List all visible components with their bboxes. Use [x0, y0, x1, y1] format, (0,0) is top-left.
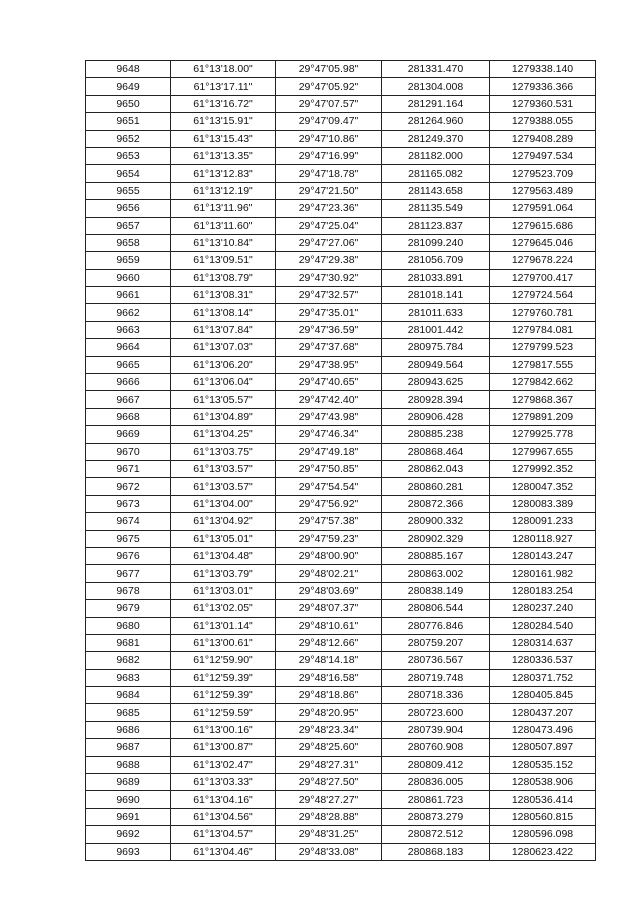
longitude-cell: 29°47'38.95" — [276, 356, 382, 373]
table-row — [86, 95, 596, 112]
longitude-cell: 29°48'14.18" — [276, 652, 382, 669]
easting-cell: 280873.279 — [382, 808, 490, 825]
northing-cell: 1280284.540 — [490, 617, 596, 634]
table-row — [86, 739, 596, 756]
longitude-cell: 29°48'07.37" — [276, 600, 382, 617]
easting-cell: 280975.784 — [382, 339, 490, 356]
easting-cell: 280902.329 — [382, 530, 490, 547]
table-row — [86, 478, 596, 495]
easting-cell: 281331.470 — [382, 61, 490, 78]
easting-cell: 280885.167 — [382, 547, 490, 564]
longitude-cell: 29°48'27.50" — [276, 774, 382, 791]
easting-cell: 280718.336 — [382, 687, 490, 704]
table-row — [86, 652, 596, 669]
point-id-cell: 9658 — [86, 234, 171, 251]
northing-cell: 1280623.422 — [490, 843, 596, 860]
northing-cell: 1280507.897 — [490, 739, 596, 756]
point-id-cell: 9652 — [86, 130, 171, 147]
point-id-cell: 9674 — [86, 513, 171, 530]
northing-cell: 1280237.240 — [490, 600, 596, 617]
latitude-cell: 61°13'08.14" — [171, 304, 276, 321]
easting-cell: 280862.043 — [382, 460, 490, 477]
longitude-cell: 29°48'33.08" — [276, 843, 382, 860]
latitude-cell: 61°13'10.84" — [171, 234, 276, 251]
latitude-cell: 61°13'00.61" — [171, 634, 276, 651]
northing-cell: 1279817.555 — [490, 356, 596, 373]
northing-cell: 1280083.389 — [490, 495, 596, 512]
table-row — [86, 582, 596, 599]
point-id-cell: 9693 — [86, 843, 171, 860]
northing-cell: 1279338.140 — [490, 61, 596, 78]
table-row — [86, 200, 596, 217]
point-id-cell: 9659 — [86, 252, 171, 269]
table-row — [86, 391, 596, 408]
point-id-cell: 9669 — [86, 426, 171, 443]
northing-cell: 1280143.247 — [490, 547, 596, 564]
point-id-cell: 9666 — [86, 374, 171, 391]
northing-cell: 1280596.098 — [490, 826, 596, 843]
point-id-cell: 9673 — [86, 495, 171, 512]
easting-cell: 280776.846 — [382, 617, 490, 634]
easting-cell: 280885.238 — [382, 426, 490, 443]
latitude-cell: 61°12'59.39" — [171, 687, 276, 704]
northing-cell: 1279868.367 — [490, 391, 596, 408]
table-row — [86, 339, 596, 356]
table-row — [86, 217, 596, 234]
latitude-cell: 61°13'08.31" — [171, 287, 276, 304]
longitude-cell: 29°47'16.99" — [276, 147, 382, 164]
easting-cell: 281001.442 — [382, 321, 490, 338]
longitude-cell: 29°48'27.31" — [276, 756, 382, 773]
easting-cell: 280868.183 — [382, 843, 490, 860]
longitude-cell: 29°47'50.85" — [276, 460, 382, 477]
table-row — [86, 808, 596, 825]
easting-cell: 280736.567 — [382, 652, 490, 669]
easting-cell: 280861.723 — [382, 791, 490, 808]
latitude-cell: 61°13'17.11" — [171, 78, 276, 95]
longitude-cell: 29°47'42.40" — [276, 391, 382, 408]
point-id-cell: 9686 — [86, 721, 171, 738]
table-row — [86, 130, 596, 147]
easting-cell: 281135.549 — [382, 200, 490, 217]
longitude-cell: 29°48'02.21" — [276, 565, 382, 582]
northing-cell: 1280535.152 — [490, 756, 596, 773]
easting-cell: 280739.904 — [382, 721, 490, 738]
table-row — [86, 617, 596, 634]
longitude-cell: 29°47'32.57" — [276, 287, 382, 304]
coordinates-table — [85, 60, 596, 861]
point-id-cell: 9685 — [86, 704, 171, 721]
point-id-cell: 9675 — [86, 530, 171, 547]
latitude-cell: 61°13'11.96" — [171, 200, 276, 217]
latitude-cell: 61°13'11.60" — [171, 217, 276, 234]
point-id-cell: 9649 — [86, 78, 171, 95]
table-row — [86, 513, 596, 530]
easting-cell: 281165.082 — [382, 165, 490, 182]
longitude-cell: 29°47'10.86" — [276, 130, 382, 147]
longitude-cell: 29°47'43.98" — [276, 408, 382, 425]
point-id-cell: 9676 — [86, 547, 171, 564]
northing-cell: 1280405.845 — [490, 687, 596, 704]
easting-cell: 281264.960 — [382, 113, 490, 130]
longitude-cell: 29°48'18.86" — [276, 687, 382, 704]
table-row — [86, 61, 596, 78]
table-row — [86, 843, 596, 860]
longitude-cell: 29°47'27.06" — [276, 234, 382, 251]
northing-cell: 1279678.224 — [490, 252, 596, 269]
northing-cell: 1279360.531 — [490, 95, 596, 112]
point-id-cell: 9667 — [86, 391, 171, 408]
point-id-cell: 9672 — [86, 478, 171, 495]
longitude-cell: 29°47'46.34" — [276, 426, 382, 443]
easting-cell: 280943.625 — [382, 374, 490, 391]
latitude-cell: 61°13'12.19" — [171, 182, 276, 199]
latitude-cell: 61°13'12.83" — [171, 165, 276, 182]
latitude-cell: 61°13'15.91" — [171, 113, 276, 130]
latitude-cell: 61°13'16.72" — [171, 95, 276, 112]
table-row — [86, 147, 596, 164]
longitude-cell: 29°47'56.92" — [276, 495, 382, 512]
northing-cell: 1279760.781 — [490, 304, 596, 321]
point-id-cell: 9663 — [86, 321, 171, 338]
point-id-cell: 9668 — [86, 408, 171, 425]
point-id-cell: 9665 — [86, 356, 171, 373]
table-row — [86, 443, 596, 460]
latitude-cell: 61°13'09.51" — [171, 252, 276, 269]
point-id-cell: 9664 — [86, 339, 171, 356]
point-id-cell: 9688 — [86, 756, 171, 773]
longitude-cell: 29°47'59.23" — [276, 530, 382, 547]
northing-cell: 1279645.046 — [490, 234, 596, 251]
northing-cell: 1280091.233 — [490, 513, 596, 530]
longitude-cell: 29°47'37.68" — [276, 339, 382, 356]
table-row — [86, 234, 596, 251]
easting-cell: 281011.633 — [382, 304, 490, 321]
easting-cell: 280759.207 — [382, 634, 490, 651]
latitude-cell: 61°13'03.33" — [171, 774, 276, 791]
northing-cell: 1280047.352 — [490, 478, 596, 495]
table-row — [86, 78, 596, 95]
table-row — [86, 756, 596, 773]
point-id-cell: 9654 — [86, 165, 171, 182]
latitude-cell: 61°13'04.92" — [171, 513, 276, 530]
northing-cell: 1280161.982 — [490, 565, 596, 582]
latitude-cell: 61°13'01.14" — [171, 617, 276, 634]
latitude-cell: 61°13'15.43" — [171, 130, 276, 147]
point-id-cell: 9692 — [86, 826, 171, 843]
table-row — [86, 287, 596, 304]
northing-cell: 1279891.209 — [490, 408, 596, 425]
point-id-cell: 9670 — [86, 443, 171, 460]
longitude-cell: 29°48'20.95" — [276, 704, 382, 721]
coordinates-table-body — [86, 61, 596, 861]
point-id-cell: 9655 — [86, 182, 171, 199]
northing-cell: 1279615.686 — [490, 217, 596, 234]
longitude-cell: 29°47'09.47" — [276, 113, 382, 130]
table-row — [86, 356, 596, 373]
table-row — [86, 460, 596, 477]
northing-cell: 1279336.366 — [490, 78, 596, 95]
latitude-cell: 61°13'04.00" — [171, 495, 276, 512]
longitude-cell: 29°48'03.69" — [276, 582, 382, 599]
easting-cell: 280719.748 — [382, 669, 490, 686]
northing-cell: 1279408.289 — [490, 130, 596, 147]
latitude-cell: 61°13'08.79" — [171, 269, 276, 286]
point-id-cell: 9648 — [86, 61, 171, 78]
latitude-cell: 61°13'00.16" — [171, 721, 276, 738]
point-id-cell: 9650 — [86, 95, 171, 112]
easting-cell: 281018.141 — [382, 287, 490, 304]
easting-cell: 280723.600 — [382, 704, 490, 721]
point-id-cell: 9678 — [86, 582, 171, 599]
easting-cell: 280809.412 — [382, 756, 490, 773]
easting-cell: 280906.428 — [382, 408, 490, 425]
northing-cell: 1279967.655 — [490, 443, 596, 460]
easting-cell: 281249.370 — [382, 130, 490, 147]
table-row — [86, 547, 596, 564]
easting-cell: 281182.000 — [382, 147, 490, 164]
longitude-cell: 29°47'29.38" — [276, 252, 382, 269]
point-id-cell: 9661 — [86, 287, 171, 304]
northing-cell: 1279799.523 — [490, 339, 596, 356]
easting-cell: 281099.240 — [382, 234, 490, 251]
longitude-cell: 29°47'23.36" — [276, 200, 382, 217]
table-row — [86, 721, 596, 738]
longitude-cell: 29°48'25.60" — [276, 739, 382, 756]
easting-cell: 280806.544 — [382, 600, 490, 617]
point-id-cell: 9687 — [86, 739, 171, 756]
table-row — [86, 774, 596, 791]
latitude-cell: 61°13'07.03" — [171, 339, 276, 356]
longitude-cell: 29°48'10.61" — [276, 617, 382, 634]
northing-cell: 1279591.064 — [490, 200, 596, 217]
latitude-cell: 61°12'59.59" — [171, 704, 276, 721]
table-row — [86, 182, 596, 199]
longitude-cell: 29°48'28.88" — [276, 808, 382, 825]
point-id-cell: 9660 — [86, 269, 171, 286]
longitude-cell: 29°47'54.54" — [276, 478, 382, 495]
longitude-cell: 29°47'57.38" — [276, 513, 382, 530]
easting-cell: 281304.008 — [382, 78, 490, 95]
longitude-cell: 29°48'16.58" — [276, 669, 382, 686]
longitude-cell: 29°48'27.27" — [276, 791, 382, 808]
latitude-cell: 61°13'06.04" — [171, 374, 276, 391]
longitude-cell: 29°47'05.98" — [276, 61, 382, 78]
longitude-cell: 29°48'23.34" — [276, 721, 382, 738]
latitude-cell: 61°13'04.16" — [171, 791, 276, 808]
northing-cell: 1280183.254 — [490, 582, 596, 599]
longitude-cell: 29°48'00.90" — [276, 547, 382, 564]
table-row — [86, 826, 596, 843]
easting-cell: 280860.281 — [382, 478, 490, 495]
point-id-cell: 9679 — [86, 600, 171, 617]
northing-cell: 1279724.564 — [490, 287, 596, 304]
point-id-cell: 9671 — [86, 460, 171, 477]
latitude-cell: 61°13'04.25" — [171, 426, 276, 443]
table-row — [86, 669, 596, 686]
table-row — [86, 374, 596, 391]
northing-cell: 1279523.709 — [490, 165, 596, 182]
easting-cell: 280863.002 — [382, 565, 490, 582]
point-id-cell: 9680 — [86, 617, 171, 634]
easting-cell: 280928.394 — [382, 391, 490, 408]
point-id-cell: 9657 — [86, 217, 171, 234]
table-row — [86, 530, 596, 547]
longitude-cell: 29°47'35.01" — [276, 304, 382, 321]
table-row — [86, 600, 596, 617]
table-row — [86, 426, 596, 443]
longitude-cell: 29°47'30.92" — [276, 269, 382, 286]
latitude-cell: 61°13'04.56" — [171, 808, 276, 825]
easting-cell: 281056.709 — [382, 252, 490, 269]
easting-cell: 280872.366 — [382, 495, 490, 512]
northing-cell: 1280536.414 — [490, 791, 596, 808]
northing-cell: 1279497.534 — [490, 147, 596, 164]
longitude-cell: 29°47'21.50" — [276, 182, 382, 199]
latitude-cell: 61°13'04.57" — [171, 826, 276, 843]
table-row — [86, 565, 596, 582]
point-id-cell: 9690 — [86, 791, 171, 808]
table-row — [86, 791, 596, 808]
table-row — [86, 408, 596, 425]
point-id-cell: 9681 — [86, 634, 171, 651]
latitude-cell: 61°13'04.46" — [171, 843, 276, 860]
northing-cell: 1279388.055 — [490, 113, 596, 130]
latitude-cell: 61°12'59.39" — [171, 669, 276, 686]
easting-cell: 280760.908 — [382, 739, 490, 756]
latitude-cell: 61°13'03.57" — [171, 478, 276, 495]
table-row — [86, 269, 596, 286]
table-row — [86, 321, 596, 338]
longitude-cell: 29°47'07.57" — [276, 95, 382, 112]
table-row — [86, 495, 596, 512]
easting-cell: 281123.837 — [382, 217, 490, 234]
easting-cell: 280836.005 — [382, 774, 490, 791]
easting-cell: 280872.512 — [382, 826, 490, 843]
latitude-cell: 61°13'03.57" — [171, 460, 276, 477]
easting-cell: 280949.564 — [382, 356, 490, 373]
table-row — [86, 165, 596, 182]
northing-cell: 1280473.496 — [490, 721, 596, 738]
longitude-cell: 29°47'36.59" — [276, 321, 382, 338]
longitude-cell: 29°47'25.04" — [276, 217, 382, 234]
latitude-cell: 61°13'18.00" — [171, 61, 276, 78]
northing-cell: 1279563.489 — [490, 182, 596, 199]
easting-cell: 281143.658 — [382, 182, 490, 199]
table-row — [86, 634, 596, 651]
northing-cell: 1279784.081 — [490, 321, 596, 338]
latitude-cell: 61°13'03.75" — [171, 443, 276, 460]
northing-cell: 1279700.417 — [490, 269, 596, 286]
northing-cell: 1280538.906 — [490, 774, 596, 791]
latitude-cell: 61°13'13.35" — [171, 147, 276, 164]
point-id-cell: 9651 — [86, 113, 171, 130]
latitude-cell: 61°13'03.79" — [171, 565, 276, 582]
latitude-cell: 61°13'03.01" — [171, 582, 276, 599]
latitude-cell: 61°13'04.89" — [171, 408, 276, 425]
table-row — [86, 304, 596, 321]
northing-cell: 1280437.207 — [490, 704, 596, 721]
latitude-cell: 61°13'06.20" — [171, 356, 276, 373]
point-id-cell: 9689 — [86, 774, 171, 791]
longitude-cell: 29°48'31.25" — [276, 826, 382, 843]
northing-cell: 1280371.752 — [490, 669, 596, 686]
table-row — [86, 704, 596, 721]
easting-cell: 281291.164 — [382, 95, 490, 112]
point-id-cell: 9677 — [86, 565, 171, 582]
point-id-cell: 9656 — [86, 200, 171, 217]
northing-cell: 1279992.352 — [490, 460, 596, 477]
latitude-cell: 61°13'02.47" — [171, 756, 276, 773]
latitude-cell: 61°13'00.87" — [171, 739, 276, 756]
northing-cell: 1280336.537 — [490, 652, 596, 669]
latitude-cell: 61°12'59.90" — [171, 652, 276, 669]
latitude-cell: 61°13'04.48" — [171, 547, 276, 564]
northing-cell: 1280118.927 — [490, 530, 596, 547]
longitude-cell: 29°47'18.78" — [276, 165, 382, 182]
northing-cell: 1280314.637 — [490, 634, 596, 651]
point-id-cell: 9691 — [86, 808, 171, 825]
point-id-cell: 9662 — [86, 304, 171, 321]
table-row — [86, 252, 596, 269]
table-row — [86, 113, 596, 130]
point-id-cell: 9684 — [86, 687, 171, 704]
longitude-cell: 29°47'40.65" — [276, 374, 382, 391]
latitude-cell: 61°13'07.84" — [171, 321, 276, 338]
longitude-cell: 29°47'05.92" — [276, 78, 382, 95]
table-row — [86, 687, 596, 704]
point-id-cell: 9683 — [86, 669, 171, 686]
longitude-cell: 29°48'12.66" — [276, 634, 382, 651]
northing-cell: 1280560.815 — [490, 808, 596, 825]
easting-cell: 280838.149 — [382, 582, 490, 599]
longitude-cell: 29°47'49.18" — [276, 443, 382, 460]
easting-cell: 280868.464 — [382, 443, 490, 460]
easting-cell: 281033.891 — [382, 269, 490, 286]
point-id-cell: 9653 — [86, 147, 171, 164]
latitude-cell: 61°13'05.57" — [171, 391, 276, 408]
latitude-cell: 61°13'02.05" — [171, 600, 276, 617]
northing-cell: 1279842.662 — [490, 374, 596, 391]
latitude-cell: 61°13'05.01" — [171, 530, 276, 547]
point-id-cell: 9682 — [86, 652, 171, 669]
easting-cell: 280900.332 — [382, 513, 490, 530]
northing-cell: 1279925.778 — [490, 426, 596, 443]
